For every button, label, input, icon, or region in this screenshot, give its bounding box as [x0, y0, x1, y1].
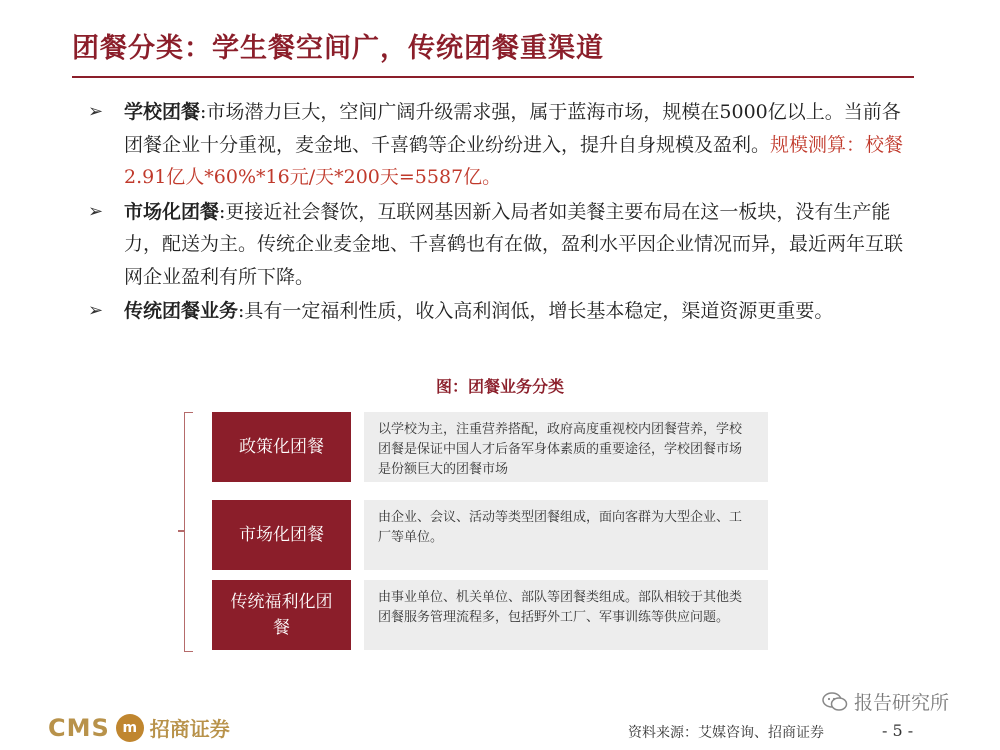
category-box-market: 市场化团餐 — [212, 500, 351, 570]
bullet-list — [88, 96, 918, 330]
watermark-text: 报告研究所 — [854, 692, 950, 714]
wechat-icon — [822, 691, 848, 713]
watermark — [822, 688, 949, 715]
category-box-policy: 政策化团餐 — [212, 412, 351, 482]
bullet-heading: 学校团餐 — [124, 101, 201, 123]
bullet-highlight: 规模测算：校餐2.91亿人*60%*16元/天*200天=5587亿。 — [124, 133, 904, 188]
arrow-bullet-icon: ➢ — [88, 200, 104, 222]
figure-caption: 图：团餐业务分类 — [435, 377, 564, 396]
bullet-body: :市场潜力巨大，空间广阔升级需求强，属于蓝海市场，规模在5000亿以上。当前各团餐企业十分重视，麦金地、千喜鹤等企业纷纷进入，提升自身规模及盈利。 — [124, 101, 901, 156]
bullet-item-school — [88, 96, 918, 194]
arrow-bullet-icon: ➢ — [88, 101, 104, 122]
description-box-market: 由企业、会议、活动等类型团餐组成，面向客群为大型企业、工厂等单位。 — [364, 500, 768, 570]
page-title: 团餐分类：学生餐空间广，传统团餐重渠道 — [72, 33, 604, 64]
logo-seal-icon: m — [116, 714, 144, 742]
description-box-policy: 以学校为主，注重营养搭配，政府高度重视校内团餐营养，学校团餐是保证中国人才后备军身体素质的重要途径，学校团餐市场是份额巨大的团餐市场 — [364, 412, 768, 482]
title-divider — [72, 76, 914, 78]
bullet-item-traditional — [88, 295, 918, 328]
company-logo — [48, 713, 230, 742]
bullet-heading: 传统团餐业务 — [124, 300, 239, 322]
figure-bracket-tick — [178, 530, 185, 532]
category-box-welfare: 传统福利化团餐 — [212, 580, 351, 650]
description-box-welfare: 由事业单位、机关单位、部队等团餐类组成。部队相较于其他类团餐服务管理流程多，包括野外工厂、军事训练等供应问题。 — [364, 580, 768, 650]
source-note: 资料来源：艾媒咨询、招商证券 — [628, 725, 824, 741]
page-number: - 5 - — [882, 721, 914, 740]
arrow-bullet-icon: ➢ — [88, 300, 104, 321]
bullet-heading: 市场化团餐 — [124, 200, 220, 223]
bullet-item-market — [88, 196, 918, 294]
logo-text-zh: 招商证券 — [149, 717, 230, 741]
logo-text-en: CMS — [48, 713, 110, 742]
bullet-body: :更接近社会餐饮，互联网基因新入局者如美餐主要布局在这一板块，没有生产能力，配送为主。传统企业麦金地、千喜鹤也有在做，盈利水平因企业情况而异，最近两年互联网企业盈利有所下降。 — [124, 200, 904, 288]
bullet-body: :具有一定福利性质，收入高利润低，增长基本稳定，渠道资源更重要。 — [238, 300, 834, 322]
figure-bracket — [184, 412, 193, 652]
